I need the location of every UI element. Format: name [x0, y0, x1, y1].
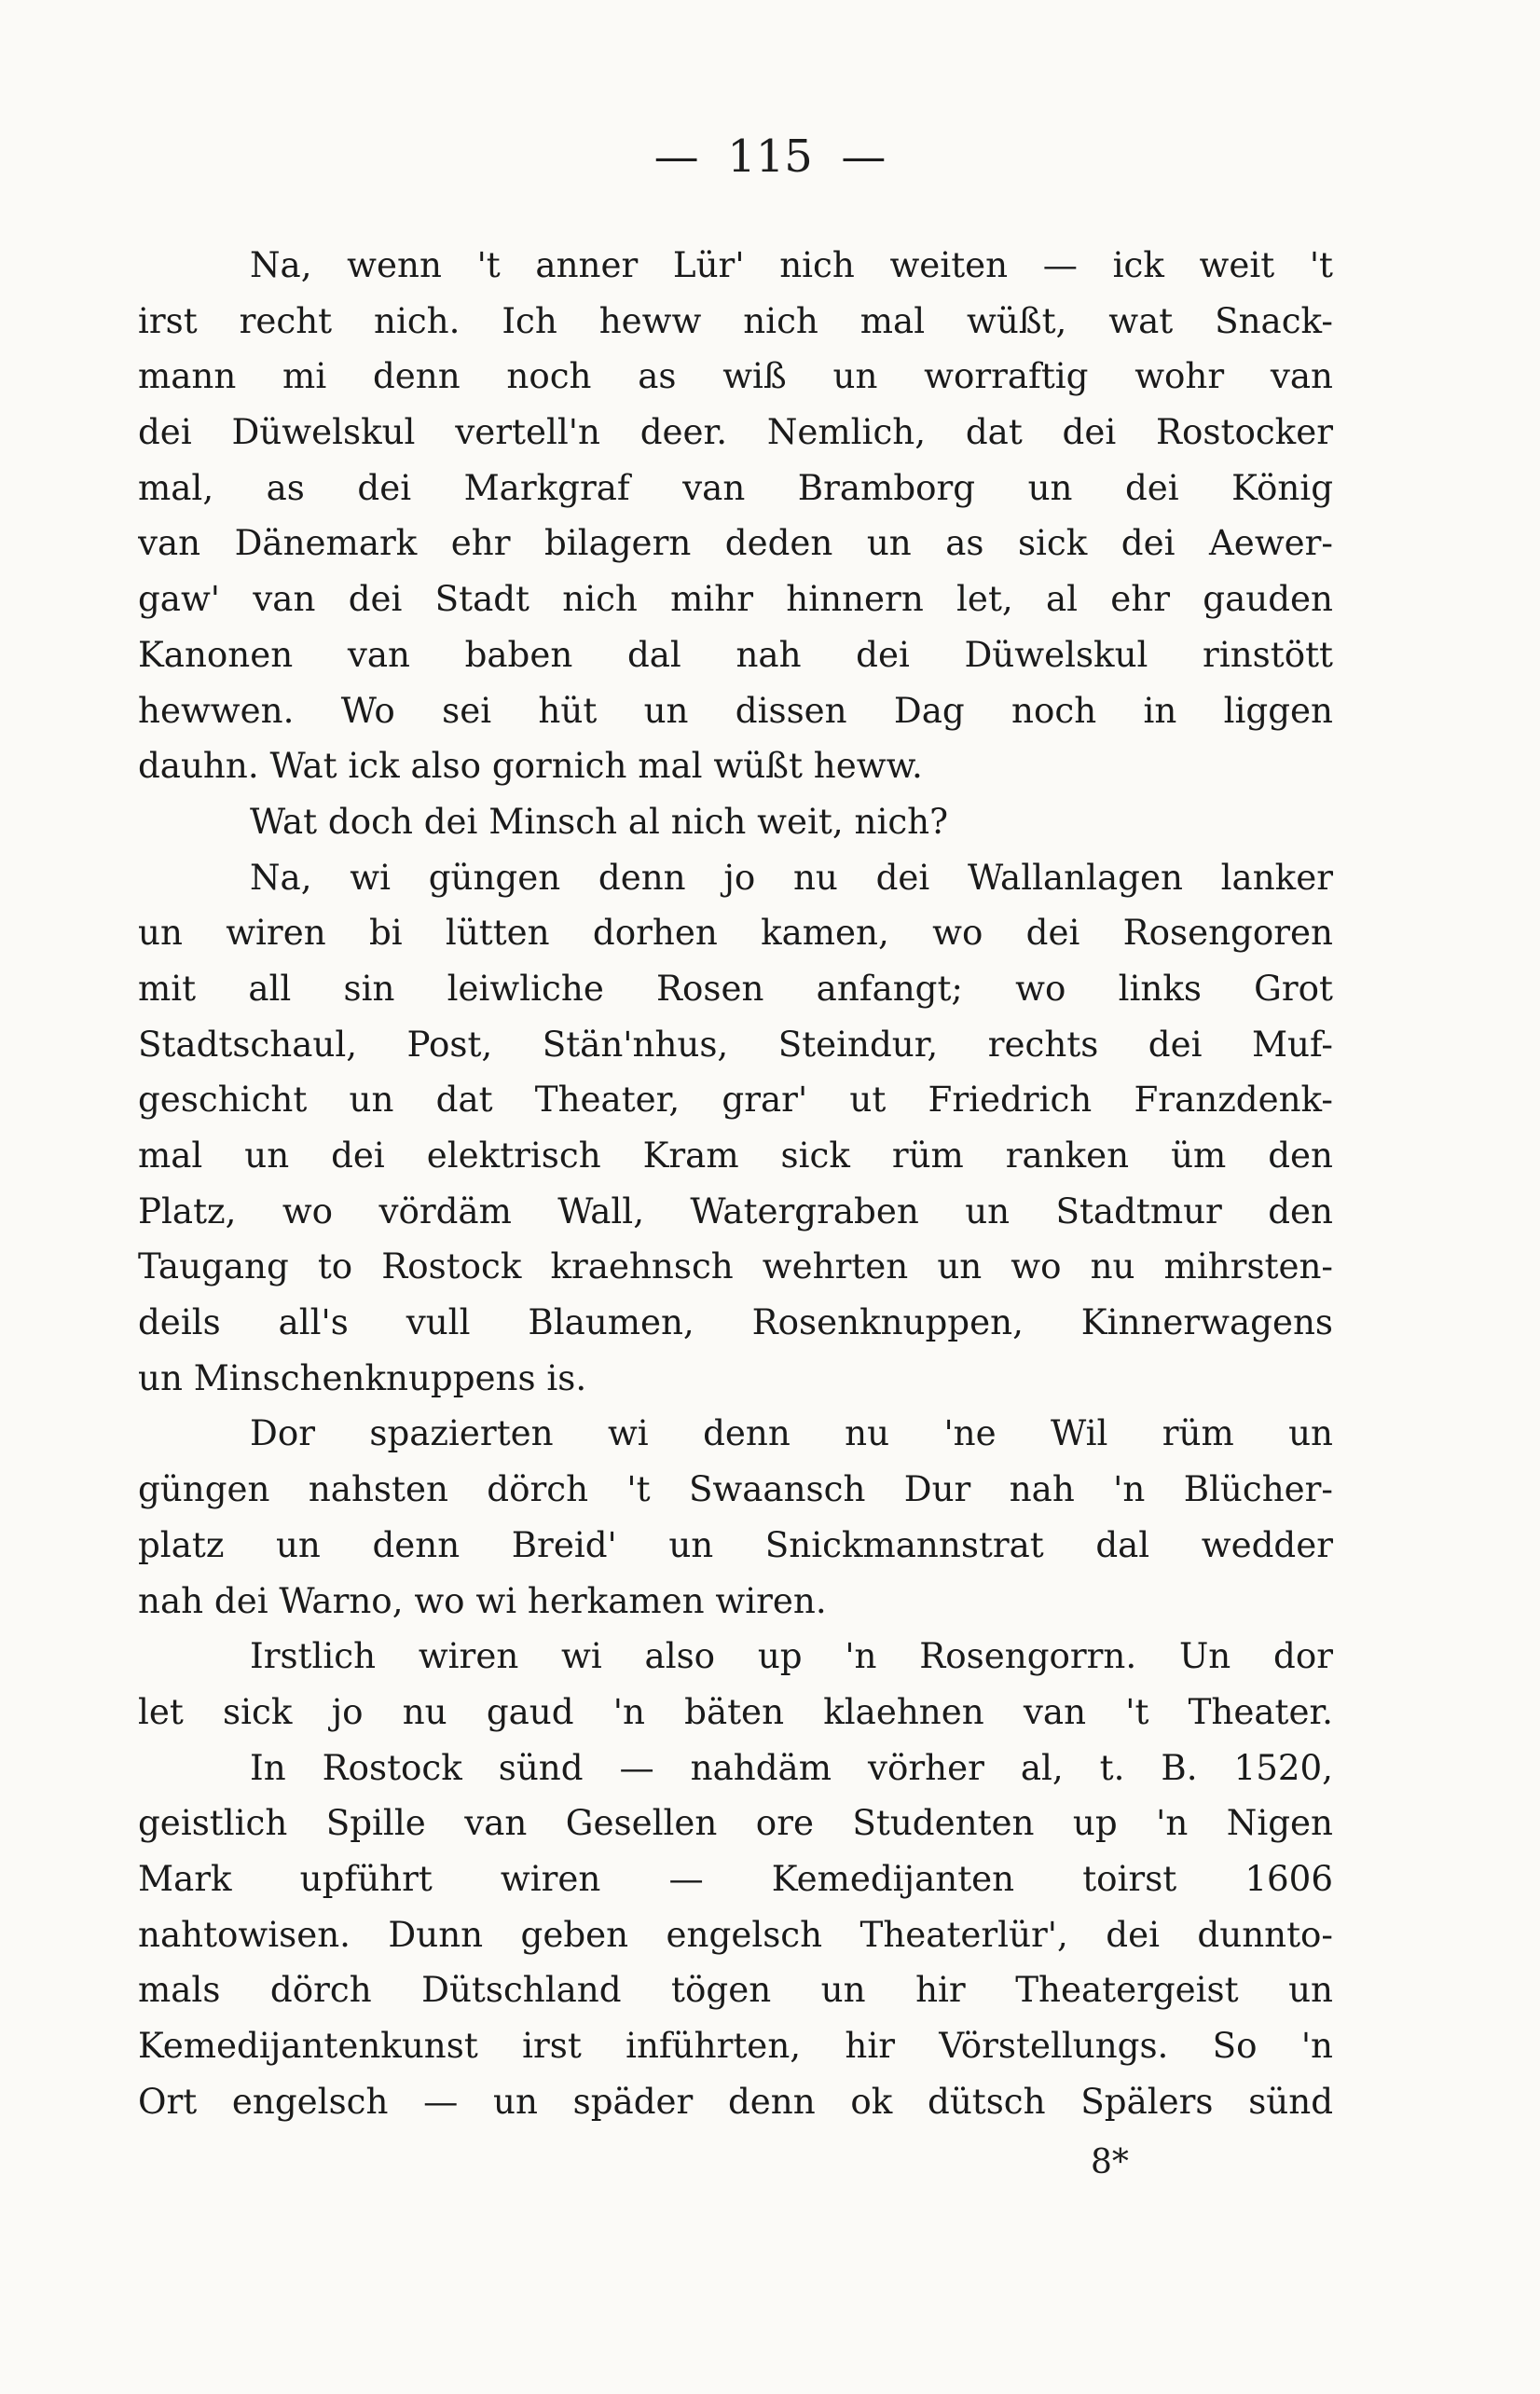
text-line: Platz, wo vördäm Wall, Watergraben un Stadtmur den — [138, 1190, 1333, 1231]
text-line: güngen nahsten dörch 't Swaansch Dur nah 'n Blücher- — [138, 1468, 1333, 1510]
paragraph-1 — [138, 238, 1333, 794]
text-line: hewwen. Wo sei hüt un dissen Dag noch in liggen — [138, 689, 1333, 731]
text-line: un wiren bi lütten dorhen kamen, wo dei Rosengoren — [138, 912, 1333, 954]
text-line: Stadtschaul, Post, Stän'nhus, Steindur, rechts dei Muf- — [138, 1023, 1333, 1065]
text-line: nahtowisen. Dunn geben engelsch Theaterlür', dei dunnto- — [138, 1913, 1333, 1955]
page-body-text — [138, 238, 1333, 2129]
text-line: geistlich Spille van Gesellen ore Studenten up 'n Nigen — [138, 1802, 1333, 1844]
paragraph-2 — [138, 794, 1333, 850]
text-line: Kanonen van baben dal nah dei Düwelskul rinstött — [138, 633, 1333, 675]
printer-signature-mark: 8* — [1091, 2143, 1129, 2181]
text-line: irst recht nich. Ich heww nich mal wüßt, wat Snack- — [138, 299, 1333, 341]
paragraph-5 — [138, 1629, 1333, 1740]
text-line: nah dei Warno, wo wi herkamen wiren. — [138, 1579, 827, 1621]
text-line: mann mi denn noch as wiß un worraftig wohr van — [138, 355, 1333, 397]
text-line: Irstlich wiren wi also up 'n Rosengorrn. Un dor — [250, 1635, 1333, 1677]
paragraph-6 — [138, 1740, 1333, 2130]
paragraph-3 — [138, 850, 1333, 1407]
paragraph-4 — [138, 1406, 1333, 1629]
text-line: van Dänemark ehr bilagern deden un as sick dei Aewer- — [138, 522, 1333, 564]
text-line: Na, wenn 't anner Lür' nich weiten — ick weit 't — [250, 244, 1333, 285]
text-line: let sick jo nu gaud 'n bäten klaehnen van 't Theater. — [138, 1690, 1333, 1732]
text-line: Na, wi güngen denn jo nu dei Wallanlagen lanker — [250, 856, 1333, 898]
text-line: mal, as dei Markgraf van Bramborg un dei König — [138, 466, 1333, 508]
text-line: mals dörch Dütschland tögen un hir Theatergeist un — [138, 1969, 1333, 2011]
text-line: deils all's vull Blaumen, Rosenknuppen, Kinnerwagens — [138, 1301, 1333, 1343]
text-line: Mark upführt wiren — Kemedijanten toirst 1606 — [138, 1857, 1333, 1899]
text-line: un Minschenknuppens is. — [138, 1356, 587, 1398]
text-line: platz un denn Breid' un Snickmannstrat dal wedder — [138, 1523, 1333, 1565]
text-line: mit all sin leiwliche Rosen anfangt; wo links Grot — [138, 967, 1333, 1009]
text-line: geschicht un dat Theater, grar' ut Friedrich Franzdenk- — [138, 1079, 1333, 1121]
text-line: dauhn. Wat ick also gornich mal wüßt heww. — [138, 745, 923, 787]
text-line: mal un dei elektrisch Kram sick rüm ranken üm den — [138, 1135, 1333, 1176]
text-line: Kemedijantenkunst irst inführten, hir Vörstellungs. So 'n — [138, 2025, 1333, 2066]
page-number-header: — 115 — — [653, 131, 887, 183]
text-line: Dor spazierten wi denn nu 'ne Wil rüm un — [250, 1412, 1333, 1454]
text-line: gaw' van dei Stadt nich mihr hinnern let, al ehr gauden — [138, 578, 1333, 620]
text-line: Taugang to Rostock kraehnsch wehrten un wo nu mihrsten- — [138, 1245, 1333, 1287]
text-line: In Rostock sünd — nahdäm vörher al, t. B. 1520, — [250, 1746, 1333, 1788]
text-line: dei Düwelskul vertell'n deer. Nemlich, dat dei Rostocker — [138, 411, 1333, 453]
text-line: Wat doch dei Minsch al nich weit, nich? — [250, 800, 949, 842]
text-line: Ort engelsch — un späder denn ok dütsch Spälers sünd — [138, 2080, 1333, 2122]
